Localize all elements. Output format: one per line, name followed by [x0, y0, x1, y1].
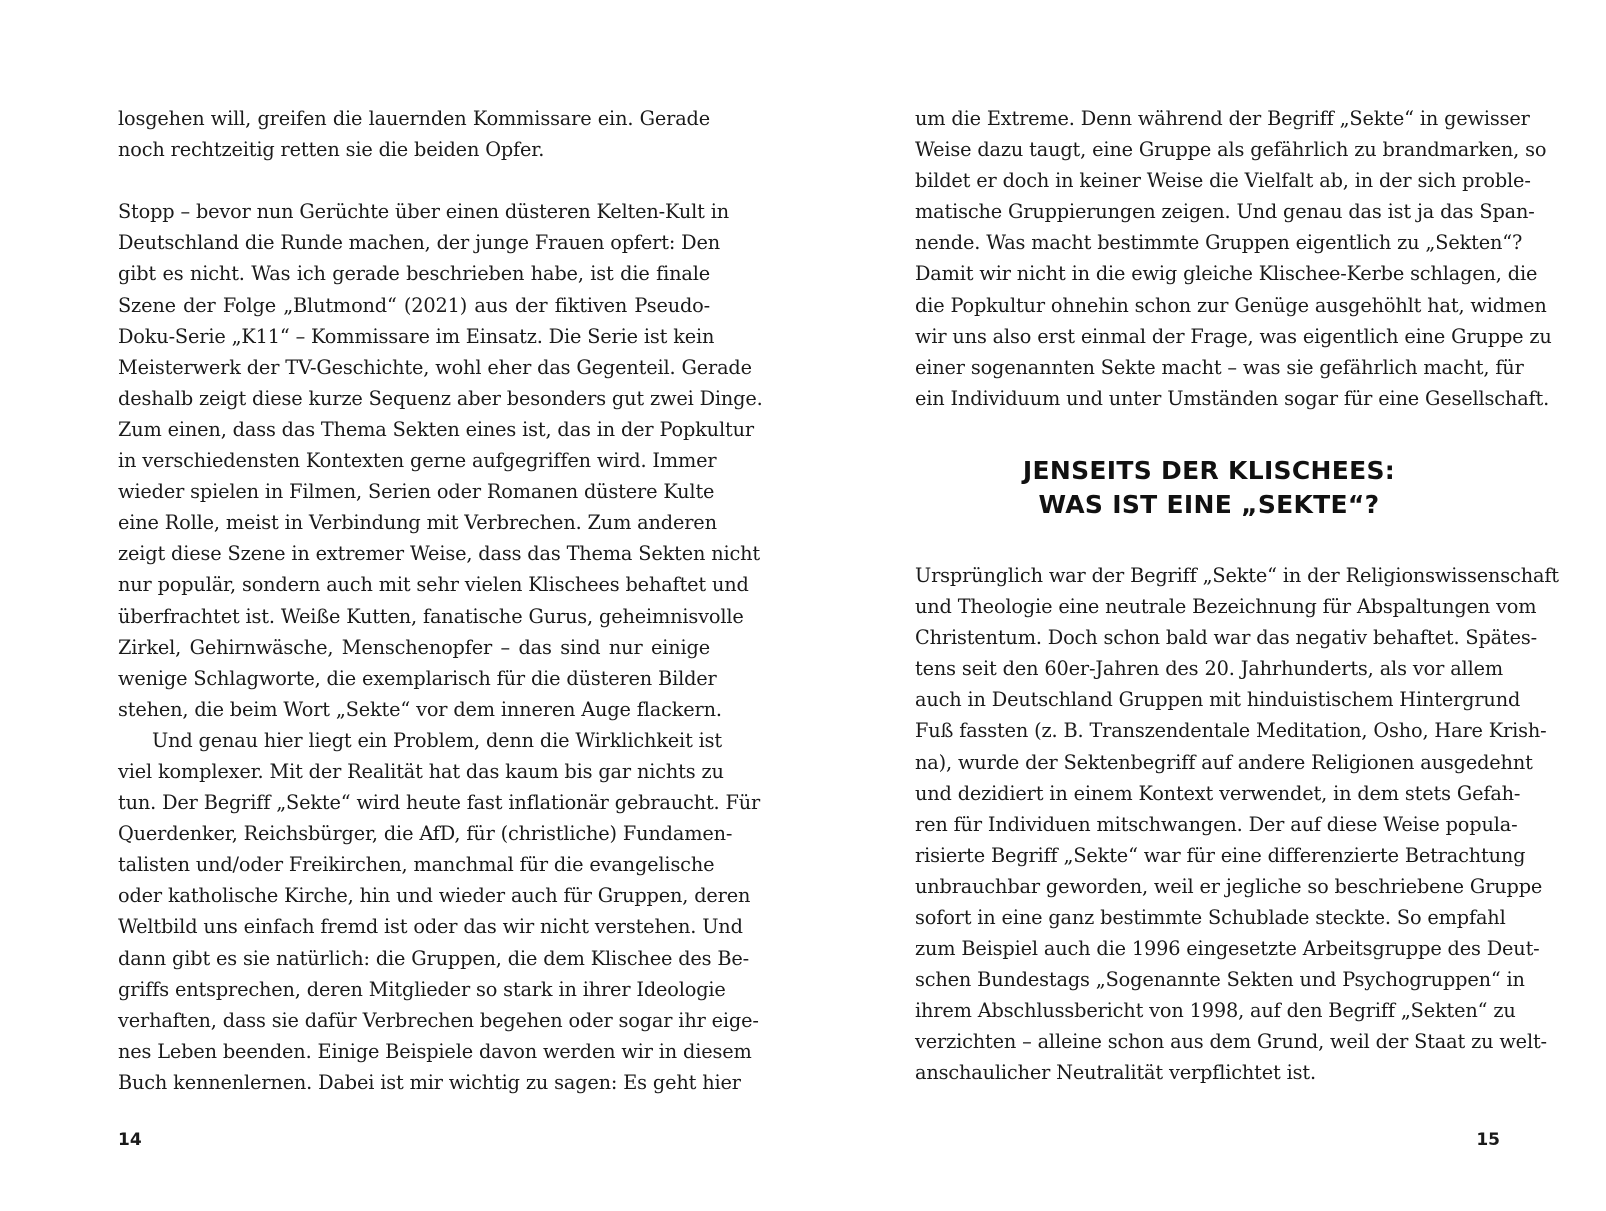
- text-line: unbrauchbar geworden, weil er jegliche so beschriebene Gruppe: [915, 874, 1543, 898]
- text-line: Damit wir nicht in die ewig gleiche Klischee-Kerbe schlagen, die: [915, 262, 1538, 286]
- text-line: wir uns also erst einmal der Frage, was eigentlich eine Gruppe zu: [915, 324, 1552, 348]
- text-line: einer sogenannten Sekte macht – was sie gefährlich macht, für: [915, 355, 1524, 379]
- text-line: nes Leben beenden. Einige Beispiele davon werden wir in diesem: [118, 1039, 752, 1063]
- text-line: Weise dazu taugt, eine Gruppe als gefährlich zu brandmarken, so: [915, 138, 1547, 162]
- text-line: Fuß fassten (z. B. Transzendentale Meditation, Osho, Hare Krish-: [915, 719, 1547, 743]
- text-line: talisten und/oder Freikirchen, manchmal für die evangelische: [118, 853, 715, 877]
- text-line: Christentum. Doch schon bald war das negativ behaftet. Spätes-: [915, 626, 1537, 650]
- text-line: Und genau hier liegt ein Problem, denn die Wirklichkeit ist: [152, 728, 723, 752]
- text-line: Meisterwerk der TV-Geschichte, wohl eher das Gegenteil. Gerade: [118, 355, 752, 379]
- text-line: nende. Was macht bestimmte Gruppen eigentlich zu „Sekten“?: [915, 231, 1523, 255]
- text-line: bildet er doch in keiner Weise die Vielfalt ab, in der sich proble-: [915, 169, 1531, 193]
- text-line: Doku-Serie „K11“ – Kommissare im Einsatz. Die Serie ist kein: [118, 324, 715, 348]
- text-line: verhaften, dass sie dafür Verbrechen begehen oder sogar ihr eige-: [118, 1008, 759, 1032]
- text-line: ren für Individuen mitschwangen. Der auf diese Weise popula-: [915, 812, 1518, 836]
- section-heading-line: JENSEITS DER KLISCHEES:: [1022, 455, 1396, 485]
- text-line: und dezidiert in einem Kontext verwendet, in dem stets Gefah-: [915, 781, 1521, 805]
- text-line: in verschiedensten Kontexten gerne aufgegriffen wird. Immer: [118, 449, 717, 473]
- text-line: gibt es nicht. Was ich gerade beschrieben habe, ist die finale: [118, 262, 710, 286]
- right-page-text: [915, 103, 1559, 1089]
- text-line: Deutschland die Runde machen, der junge Frauen opfert: Den: [118, 231, 721, 255]
- text-line: na), wurde der Sektenbegriff auf andere Religionen ausgedehnt: [915, 750, 1533, 774]
- text-line: tens seit den 60er-Jahren des 20. Jahrhunderts, als vor allem: [915, 657, 1503, 681]
- text-line: Querdenker, Reichsbürger, die AfD, für (christliche) Fundamen-: [118, 822, 733, 846]
- text-line: Stopp – bevor nun Gerüchte über einen düsteren Kelten-Kult in: [118, 200, 729, 224]
- text-line: matische Gruppierungen zeigen. Und genau das ist ja das Span-: [915, 200, 1535, 224]
- text-line: Buch kennenlernen. Dabei ist mir wichtig zu sagen: Es geht hier: [118, 1070, 741, 1094]
- text-line: wenige Schlagworte, die exemplarisch für die düsteren Bilder: [118, 666, 717, 690]
- text-line: ein Individuum und unter Umständen sogar für eine Gesellschaft.: [915, 386, 1550, 410]
- text-line: zum Beispiel auch die 1996 eingesetzte Arbeitsgruppe des Deut-: [915, 937, 1540, 961]
- text-line: schen Bundestags „Sogenannte Sekten und Psychogruppen“ in: [915, 968, 1525, 992]
- text-line: tun. Der Begriff „Sekte“ wird heute fast inflationär gebraucht. Für: [118, 791, 761, 815]
- text-line: Ursprünglich war der Begriff „Sekte“ in der Religionswissenschaft: [915, 563, 1559, 587]
- page-number-right: 15: [1476, 1130, 1500, 1150]
- text-line: die Popkultur ohnehin schon zur Genüge ausgehöhlt hat, widmen: [915, 293, 1547, 317]
- text-line: griffs entsprechen, deren Mitglieder so stark in ihrer Ideologie: [118, 977, 726, 1001]
- text-line: überfrachtet ist. Weiße Kutten, fanatische Gurus, geheimnisvolle: [118, 604, 744, 628]
- text-line: losgehen will, greifen die lauernden Kommissare ein. Gerade: [118, 107, 710, 130]
- heading-gap: [915, 414, 1503, 454]
- text-line: noch rechtzeitig retten sie die beiden Opfer.: [118, 138, 545, 162]
- text-line: Zirkel, Gehirnwäsche, Menschenopfer – das sind nur einige: [118, 635, 710, 659]
- text-line: Zum einen, dass das Thema Sekten eines ist, das in der Popkultur: [118, 417, 754, 441]
- text-line: dann gibt es sie natürlich: die Gruppen, die dem Klischee des Be-: [118, 946, 750, 970]
- page-number-left: 14: [118, 1130, 142, 1150]
- text-line: ihrem Abschlussbericht von 1998, auf den Begriff „Sekten“ zu: [915, 999, 1516, 1023]
- text-line: auch in Deutschland Gruppen mit hinduistischem Hintergrund: [915, 688, 1521, 712]
- text-line: Szene der Folge „Blutmond“ (2021) aus der fiktiven Pseudo-: [118, 293, 710, 317]
- text-line: verzichten – alleine schon aus dem Grund, weil der Staat zu welt-: [915, 1030, 1547, 1054]
- text-line: anschaulicher Neutralität verpflichtet ist.: [915, 1061, 1316, 1085]
- text-line: wieder spielen in Filmen, Serien oder Romanen düstere Kulte: [118, 480, 715, 504]
- text-line: eine Rolle, meist in Verbindung mit Verbrechen. Zum anderen: [118, 511, 717, 535]
- text-line: sofort in eine ganz bestimmte Schublade steckte. So empfahl: [915, 905, 1506, 929]
- heading-gap: [915, 522, 1503, 560]
- text-line: Weltbild uns einfach fremd ist oder das wir nicht verstehen. Und: [118, 915, 743, 939]
- text-line: zeigt diese Szene in extremer Weise, dass das Thema Sekten nicht: [118, 542, 761, 566]
- text-line: deshalb zeigt diese kurze Sequenz aber besonders gut zwei Dinge.: [118, 386, 763, 410]
- section-heading-line: WAS IST EINE „SEKTE“?: [1038, 489, 1380, 519]
- text-line: stehen, die beim Wort „Sekte“ vor dem inneren Auge flackern.: [118, 697, 722, 721]
- text-line: viel komplexer. Mit der Realität hat das kaum bis gar nichts zu: [118, 759, 724, 783]
- right-page: [803, 0, 1606, 1211]
- text-line: und Theologie eine neutrale Bezeichnung für Abspaltungen vom: [915, 595, 1537, 619]
- text-line: oder katholische Kirche, hin und wieder auch für Gruppen, deren: [118, 884, 751, 908]
- text-line: nur populär, sondern auch mit sehr vielen Klischees behaftet und: [118, 573, 749, 597]
- left-page-text: [118, 103, 763, 1098]
- text-line: um die Extreme. Denn während der Begriff „Sekte“ in gewisser: [915, 107, 1530, 130]
- paragraph-gap: [118, 165, 710, 196]
- text-line: risierte Begriff „Sekte“ war für eine differenzierte Betrachtung: [915, 843, 1526, 867]
- section-heading: [915, 454, 1503, 522]
